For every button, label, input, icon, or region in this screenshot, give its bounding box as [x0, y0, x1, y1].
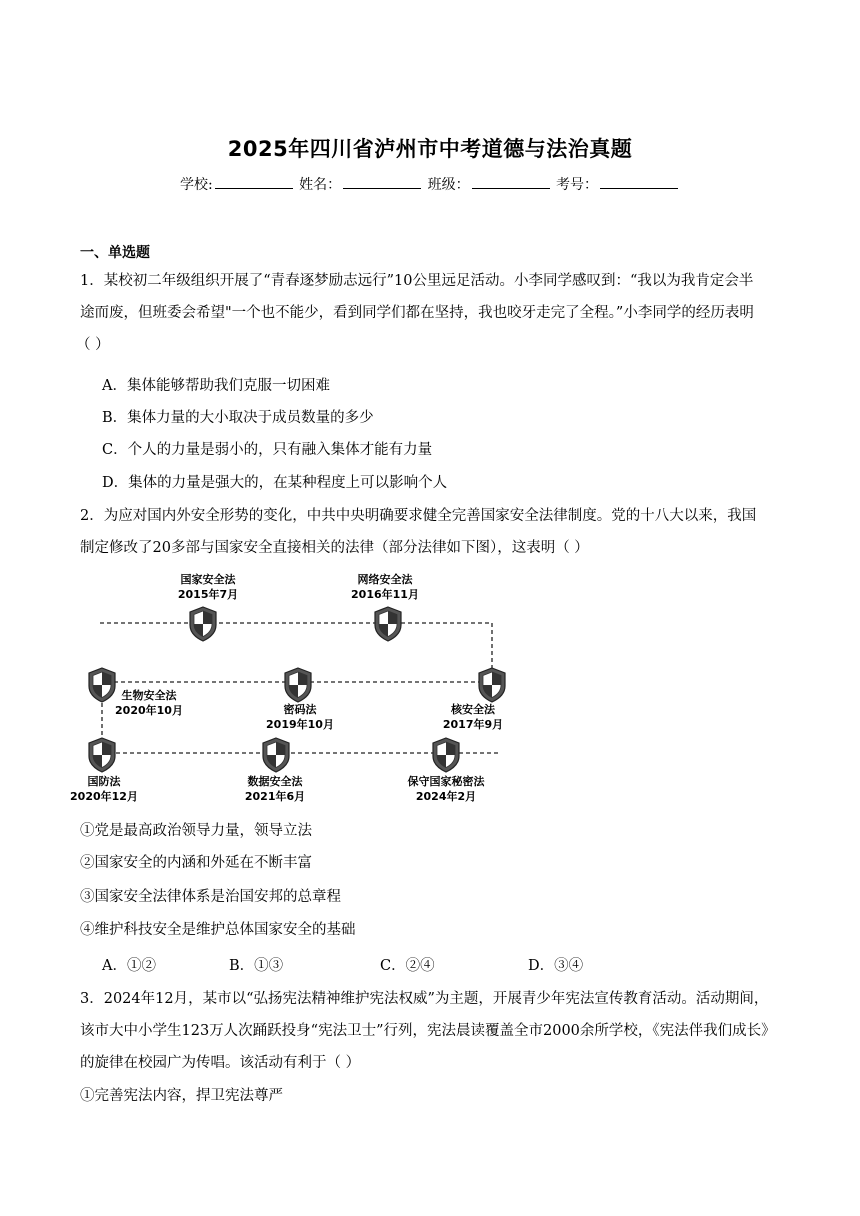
q2-statement-4: ④维护科技安全是维护总体国家安全的基础 [80, 922, 356, 938]
q2-option-c: C．②④ [380, 958, 435, 974]
law-timeline-diagram [70, 568, 518, 808]
shield-icon [285, 668, 311, 702]
law-label-cyber-security: 网络安全法 2016年11月 [351, 573, 419, 601]
school-label: 学校: [179, 177, 213, 193]
q1-option-c: C．个人的力量是弱小的，只有融入集体才能有力量 [102, 442, 433, 458]
class-blank [472, 176, 550, 189]
q1-option-b: B．集体力量的大小取决于成员数量的多少 [102, 410, 374, 426]
law-label-nuclear-safety: 核安全法 2017年9月 [442, 703, 504, 731]
q3-stem-line-3: 的旋律在校园广为传唱。该活动有利于（ ） [80, 1055, 361, 1071]
law-label-cryptography: 密码法 2019年10月 [266, 703, 334, 731]
shield-icon [375, 607, 401, 641]
shield-icon [433, 738, 459, 772]
q2-option-b: B．①③ [229, 958, 284, 974]
shield-icon [479, 668, 505, 702]
q1-option-a: A．集体能够帮助我们克服一切困难 [102, 378, 330, 394]
law-label-biosecurity: 生物安全法 2020年10月 [115, 689, 183, 717]
law-label-national-defense: 国防法 2020年12月 [70, 775, 138, 803]
name-label: 姓名： [299, 177, 342, 193]
name-blank [343, 176, 421, 189]
law-label-national-security: 国家安全法 2015年7月 [177, 573, 239, 601]
page-title: 2025年四川省泸州市中考道德与法治真题 [227, 137, 633, 161]
q2-statement-1: ①党是最高政治领导力量，领导立法 [80, 823, 312, 839]
shield-icon [263, 738, 289, 772]
q1-stem-line-3: （ ） [76, 337, 110, 353]
section-heading: 一、单选题 [80, 245, 150, 261]
q3-stem-line-1: 3．2024年12月，某市以“弘扬宪法精神维护宪法权威”为主题，开展青少年宪法宣传教育活动。活动期间， [80, 991, 769, 1007]
number-label: 考号： [556, 177, 599, 193]
q2-option-a: A．①② [102, 958, 156, 974]
shield-icon [89, 738, 115, 772]
student-info-line [0, 174, 860, 194]
law-label-data-security: 数据安全法 2021年6月 [244, 775, 306, 803]
school-blank [215, 176, 293, 189]
law-label-state-secrets: 保守国家秘密法 2024年2月 [407, 775, 485, 803]
shield-icon [190, 607, 216, 641]
q2-stem-line-2: 制定修改了20多部与国家安全直接相关的法律（部分法律如下图），这表明（ ） [80, 540, 589, 556]
q2-statement-3: ③国家安全法律体系是治国安邦的总章程 [80, 889, 341, 905]
q3-statement-1: ①完善宪法内容，捍卫宪法尊严 [80, 1088, 283, 1104]
q1-stem-line-1: 1．某校初二年级组织开展了“青春逐梦励志远行”10公里远足活动。小李同学感叹到：“我以为我肯定会半 [80, 273, 754, 289]
q2-statement-2: ②国家安全的内涵和外延在不断丰富 [80, 855, 312, 871]
q2-option-d: D．③④ [528, 958, 584, 974]
class-label: 班级： [427, 177, 470, 193]
q1-option-d: D．集体的力量是强大的，在某种程度上可以影响个人 [102, 475, 448, 491]
q3-stem-line-2: 该市大中小学生123万人次踊跃投身“宪法卫士”行列，宪法晨读覆盖全市2000余所学校，《宪法伴我们成长》 [80, 1023, 776, 1039]
number-blank [600, 176, 678, 189]
q2-stem-line-1: 2．为应对国内外安全形势的变化，中共中央明确要求健全完善国家安全法律制度。党的十八大以来，我国 [80, 508, 757, 524]
q1-stem-line-2: 途而废，但班委会希望"一个也不能少，看到同学们都在坚持，我也咬牙走完了全程。”小李同学的经历表明 [80, 305, 754, 321]
